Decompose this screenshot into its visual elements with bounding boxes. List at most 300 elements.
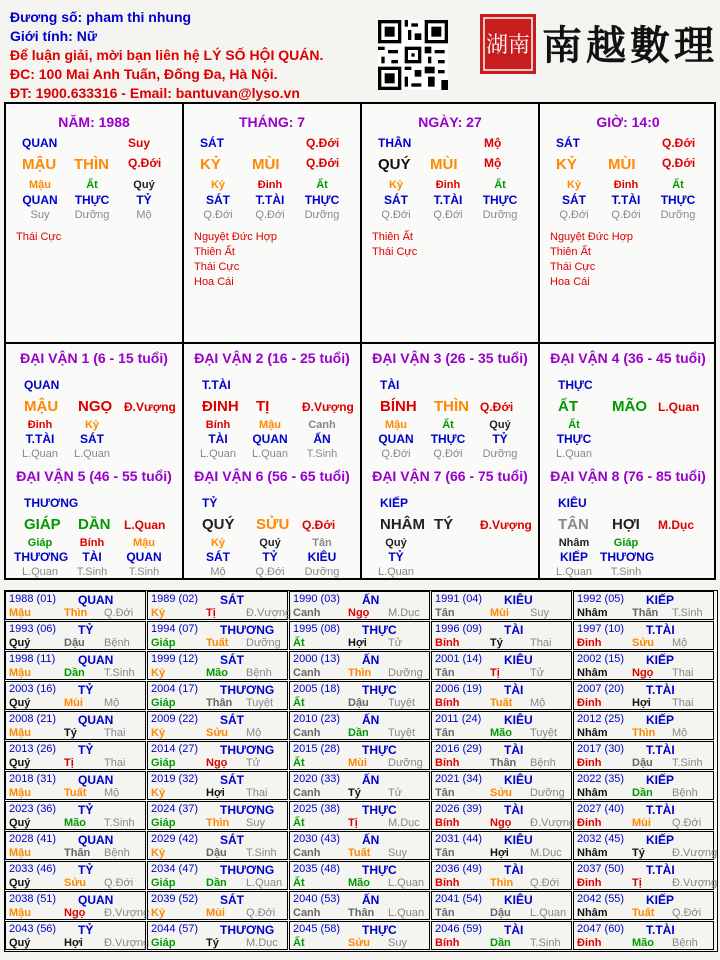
hidden-god: QUAN xyxy=(126,550,162,564)
hidden-god: THỰC xyxy=(430,432,466,446)
year-cell xyxy=(573,681,714,710)
dai-van-chi: SỬU xyxy=(256,516,290,533)
year-cell xyxy=(289,741,430,770)
dai-van-6 xyxy=(184,462,360,580)
hidden-god: SÁT xyxy=(562,193,586,207)
year-can: Quý xyxy=(9,937,31,949)
dai-van-title: ĐẠI VẬN 2 (16 - 25 tuổi) xyxy=(194,350,350,366)
year-can: Ất xyxy=(293,697,305,709)
dai-van-can: TÂN xyxy=(558,516,589,533)
year-chi: Sửu xyxy=(490,787,513,799)
year-can: Mậu xyxy=(9,667,31,679)
year-cell xyxy=(573,711,714,740)
year-god: ẤN xyxy=(362,893,380,907)
year-god: THỰC xyxy=(362,623,397,637)
star-item: Thái Cực xyxy=(372,246,418,258)
year-label: 2018 (31) xyxy=(9,773,57,785)
hidden-phase: L.Quan xyxy=(377,566,415,578)
year-can: Quý xyxy=(9,817,31,829)
year-cell xyxy=(431,861,572,890)
year-phase: Tử xyxy=(388,787,403,799)
year-can: Bính xyxy=(435,697,460,709)
year-cell xyxy=(573,831,718,860)
year-label: 2014 (27) xyxy=(151,743,199,755)
hidden-god: TỶ xyxy=(388,550,404,564)
year-god: KIẾP xyxy=(646,593,675,607)
hidden-stem: Ất xyxy=(494,179,506,191)
hidden-phase: Q.Đới xyxy=(381,448,411,460)
hidden-god: THỰC xyxy=(482,193,518,207)
year-can: Nhâm xyxy=(577,787,608,799)
year-can: Đinh xyxy=(577,937,602,949)
year-god: THỰC xyxy=(362,923,397,937)
dai-van-title: ĐẠI VẬN 1 (6 - 15 tuổi) xyxy=(20,350,168,366)
pillar-title: GIỜ: 14:0 xyxy=(596,114,660,130)
year-phase: L.Quan xyxy=(246,877,283,889)
hidden-phase: Suy xyxy=(30,209,50,221)
year-can: Giáp xyxy=(151,937,176,949)
year-cell xyxy=(289,861,430,890)
year-phase: Bệnh xyxy=(104,637,130,649)
dai-van-phase: Q.Đới xyxy=(302,518,336,532)
hidden-phase: Q.Đới xyxy=(611,209,641,221)
dai-van-title: ĐẠI VẬN 5 (46 - 55 tuổi) xyxy=(16,468,172,484)
year-cell xyxy=(147,681,288,710)
year-chi: Tuất xyxy=(632,907,655,919)
year-chi: Tị xyxy=(632,877,642,889)
year-label: 2032 (45) xyxy=(577,833,625,845)
year-god: KIẾP xyxy=(646,713,675,727)
year-god: TÀI xyxy=(504,683,524,697)
hidden-phase: Dưỡng xyxy=(660,209,696,221)
hidden-phase: Q.Đới xyxy=(255,209,285,221)
year-can: Quý xyxy=(9,757,31,769)
yearly-luck-table xyxy=(4,590,718,952)
year-chi: Dậu xyxy=(206,847,227,859)
year-chi: Sửu xyxy=(632,637,655,649)
dai-van-god: T.TÀI xyxy=(202,378,231,392)
pillar-4 xyxy=(540,104,716,342)
year-cell xyxy=(289,651,430,680)
year-label: 2000 (13) xyxy=(293,653,341,665)
hidden-god: T.TÀI xyxy=(433,193,463,207)
year-can: Tân xyxy=(435,907,455,919)
year-chi: Mùi xyxy=(348,757,367,769)
year-god: TỶ xyxy=(78,683,94,697)
contact-line: Để luận giải, mời bạn liên hệ LÝ SỐ HỘI QUÁN. xyxy=(10,47,324,63)
star-item: Hoa Cái xyxy=(194,276,234,288)
year-cell xyxy=(147,741,288,770)
hidden-phase: T.Sinh xyxy=(306,448,338,460)
year-god: SÁT xyxy=(220,713,244,727)
dai-van-god: KIẾP xyxy=(380,496,409,510)
year-can: Nhâm xyxy=(577,607,608,619)
year-label: 2036 (49) xyxy=(435,863,483,875)
year-label: 2035 (48) xyxy=(293,863,341,875)
year-phase: Tuyệt xyxy=(530,727,558,739)
hidden-phase: Dưỡng xyxy=(482,448,518,460)
year-chi: Tý xyxy=(206,937,219,949)
year-label: 1990 (03) xyxy=(293,593,341,605)
hidden-phase: L.Quan xyxy=(21,566,59,578)
year-label: 2029 (42) xyxy=(151,833,199,845)
dai-van-chi: MÃO xyxy=(612,398,647,415)
year-chi: Thân xyxy=(490,757,517,769)
hidden-god: QUAN xyxy=(22,193,58,207)
dai-van-can: NHÂM xyxy=(380,516,425,533)
hidden-phase: Q.Đới xyxy=(559,209,589,221)
phone-email-line: ĐT: 1900.633316 - Email: bantuvan@lyso.vn xyxy=(10,85,300,101)
dai-van-phase: Đ.Vượng xyxy=(480,518,532,532)
year-chi: Dậu xyxy=(490,907,511,919)
year-chi: Tý xyxy=(348,787,361,799)
year-can: Giáp xyxy=(151,757,176,769)
year-chi: Mùi xyxy=(490,607,509,619)
pillar-top-phase: Suy xyxy=(128,136,151,150)
hidden-god: TỶ xyxy=(136,193,152,207)
year-label: 2006 (19) xyxy=(435,683,483,695)
pillar-stars xyxy=(372,230,417,260)
dai-van-8 xyxy=(540,462,716,580)
year-phase: Mộ xyxy=(672,727,688,739)
year-cell xyxy=(431,621,572,650)
year-god: QUAN xyxy=(78,713,114,727)
year-god: SÁT xyxy=(220,653,244,667)
hidden-stem: Nhâm xyxy=(558,537,590,549)
year-label: 2031 (44) xyxy=(435,833,483,845)
seal-icon xyxy=(478,12,538,76)
year-can: Đinh xyxy=(577,757,602,769)
year-chi: Mão xyxy=(206,667,228,679)
hidden-phase: T.Sinh xyxy=(76,566,108,578)
hidden-god: SÁT xyxy=(206,193,230,207)
year-god: KIÊU xyxy=(504,653,533,667)
year-cell xyxy=(431,801,576,830)
year-cell xyxy=(5,741,146,770)
year-phase: L.Quan xyxy=(530,907,567,919)
year-chi: Thìn xyxy=(348,667,372,679)
star-item: Thiên Ất xyxy=(194,246,235,258)
year-phase: Q.Đới xyxy=(530,877,560,889)
year-can: Mậu xyxy=(9,907,31,919)
year-phase: Mộ xyxy=(530,697,546,709)
year-god: THƯƠNG xyxy=(220,923,275,937)
year-phase: Đ.Vượng xyxy=(104,937,150,949)
pillar-top-god: QUAN xyxy=(22,136,58,150)
hidden-phase: Q.Đới xyxy=(203,209,233,221)
year-god: T.TÀI xyxy=(646,683,675,697)
dai-van-1 xyxy=(6,344,182,462)
hidden-god: QUAN xyxy=(378,432,414,446)
subject-name: Đương số: pham thi nhung xyxy=(10,9,192,25)
star-item: Nguyệt Đức Hợp xyxy=(550,231,634,243)
hidden-god: SÁT xyxy=(80,432,104,446)
hidden-stem: Tân xyxy=(312,537,332,549)
year-cell xyxy=(289,771,430,800)
year-cell xyxy=(289,681,430,710)
year-cell xyxy=(573,591,714,620)
year-can: Đinh xyxy=(577,637,602,649)
star-item: Thái Cực xyxy=(550,261,596,273)
header-info xyxy=(10,8,370,103)
year-can: Quý xyxy=(9,877,31,889)
year-label: 2001 (14) xyxy=(435,653,483,665)
year-label: 2015 (28) xyxy=(293,743,341,755)
year-cell xyxy=(289,891,430,920)
year-phase: Tử xyxy=(530,667,545,679)
year-can: Kỷ xyxy=(151,787,166,799)
hidden-phase: Dưỡng xyxy=(74,209,110,221)
year-label: 2013 (26) xyxy=(9,743,57,755)
year-cell xyxy=(431,591,572,620)
year-god: THƯƠNG xyxy=(220,743,275,757)
hidden-god: T.TÀI xyxy=(255,193,285,207)
year-god: KIÊU xyxy=(504,593,533,607)
year-cell xyxy=(147,861,288,890)
year-label: 1989 (02) xyxy=(151,593,199,605)
hidden-stem: Ất xyxy=(86,179,98,191)
year-can: Đinh xyxy=(577,697,602,709)
year-label: 2012 (25) xyxy=(577,713,625,725)
dai-van-can: GIÁP xyxy=(24,516,61,533)
year-god: KIẾP xyxy=(646,833,675,847)
year-god: THỰC xyxy=(362,683,397,697)
year-chi: Dần xyxy=(632,787,653,799)
year-can: Đinh xyxy=(577,817,602,829)
year-cell xyxy=(431,831,572,860)
star-item: Hoa Cái xyxy=(550,276,590,288)
year-god: TỶ xyxy=(78,923,94,937)
year-chi: Mùi xyxy=(206,907,225,919)
hidden-phase: L.Quan xyxy=(73,448,111,460)
year-phase: Q.Đới xyxy=(246,907,276,919)
year-chi: Tý xyxy=(632,847,645,859)
year-phase: T.Sinh xyxy=(530,937,561,949)
year-cell xyxy=(289,591,430,620)
year-label: 2034 (47) xyxy=(151,863,199,875)
hidden-stem: Quý xyxy=(489,419,511,431)
dai-van-god: THƯƠNG xyxy=(24,496,79,510)
year-chi: Sửu xyxy=(348,937,371,949)
dai-van-phase: Đ.Vượng xyxy=(302,400,354,414)
year-cell xyxy=(147,621,288,650)
year-label: 2027 (40) xyxy=(577,803,625,815)
year-god: TỶ xyxy=(78,743,94,757)
hidden-god: THƯƠNG xyxy=(14,550,69,564)
year-god: ẤN xyxy=(362,833,380,847)
year-label: 2045 (58) xyxy=(293,923,341,935)
year-god: KIÊU xyxy=(504,713,533,727)
year-chi: Tuất xyxy=(64,787,87,799)
year-phase: T.Sinh xyxy=(672,607,703,619)
year-god: THỰC xyxy=(362,743,397,757)
pillar-3 xyxy=(362,104,538,342)
year-label: 2019 (32) xyxy=(151,773,199,785)
year-label: 1993 (06) xyxy=(9,623,57,635)
pillar-can: MẬU xyxy=(22,156,57,173)
year-can: Tân xyxy=(435,607,455,619)
hidden-phase: L.Quan xyxy=(555,566,593,578)
year-label: 2008 (21) xyxy=(9,713,57,725)
year-can: Bính xyxy=(435,877,460,889)
year-phase: Suy xyxy=(246,817,265,829)
year-phase: Mộ xyxy=(672,637,688,649)
hidden-phase: L.Quan xyxy=(251,448,289,460)
hidden-stem: Mậu xyxy=(385,419,407,431)
year-god: SÁT xyxy=(220,773,244,787)
year-can: Giáp xyxy=(151,637,176,649)
dai-van-title: ĐẠI VẬN 7 (66 - 75 tuổi) xyxy=(372,468,528,484)
hidden-stem: Ất xyxy=(316,179,328,191)
year-can: Kỷ xyxy=(151,907,166,919)
year-god: KIẾP xyxy=(646,773,675,787)
hidden-god: KIẾP xyxy=(559,550,588,564)
year-can: Kỷ xyxy=(151,727,166,739)
pillar-chi: MÙI xyxy=(430,156,458,173)
year-phase: Dưỡng xyxy=(530,787,565,799)
pillar-chi: MÙI xyxy=(608,156,636,173)
year-god: TÀI xyxy=(504,863,524,877)
hidden-phase: Mộ xyxy=(210,566,226,578)
year-cell xyxy=(5,921,150,950)
year-phase: T.Sinh xyxy=(246,847,277,859)
pillar-top-god: THÂN xyxy=(378,136,412,150)
hidden-stem: Kỷ xyxy=(84,419,100,431)
year-god: ẤN xyxy=(362,773,380,787)
hidden-god: KIÊU xyxy=(307,550,337,564)
year-chi: Hợi xyxy=(206,787,225,799)
year-chi: Tuất xyxy=(206,637,229,649)
year-can: Tân xyxy=(435,727,455,739)
year-phase: Q.Đới xyxy=(672,907,702,919)
year-god: TÀI xyxy=(504,743,524,757)
hidden-god: TÀI xyxy=(208,432,228,446)
hidden-god: THƯƠNG xyxy=(600,550,655,564)
year-god: THƯƠNG xyxy=(220,623,275,637)
logo-text: 南越數理 xyxy=(542,22,718,69)
year-chi: Thân xyxy=(64,847,91,859)
year-cell xyxy=(573,861,718,890)
year-cell xyxy=(147,711,288,740)
year-chi: Dậu xyxy=(64,637,85,649)
year-cell xyxy=(431,741,572,770)
hidden-stem: Đinh xyxy=(257,179,283,191)
year-phase: Thai xyxy=(530,637,552,649)
dai-van-phase: L.Quan xyxy=(124,518,166,532)
year-god: THƯƠNG xyxy=(220,863,275,877)
year-can: Nhâm xyxy=(577,847,608,859)
year-phase: Bệnh xyxy=(530,757,556,769)
address-line: ĐC: 100 Mai Anh Tuấn, Đống Đa, Hà Nội. xyxy=(10,66,278,82)
dai-van-can: QUÝ xyxy=(202,516,235,533)
year-phase: Tuyệt xyxy=(388,697,416,709)
year-chi: Dần xyxy=(348,727,369,739)
hidden-stem: Đinh xyxy=(27,419,53,431)
year-cell xyxy=(5,621,146,650)
year-label: 2042 (55) xyxy=(577,893,625,905)
dai-van-chi: NGỌ xyxy=(78,398,113,415)
year-phase: L.Quan xyxy=(388,877,425,889)
year-god: SÁT xyxy=(220,833,244,847)
year-label: 2016 (29) xyxy=(435,743,483,755)
year-can: Quý xyxy=(9,637,31,649)
hidden-stem: Bính xyxy=(79,537,105,549)
year-chi: Dần xyxy=(206,877,227,889)
pillar-chi-god: Mộ xyxy=(484,156,502,170)
year-god: KIÊU xyxy=(504,893,533,907)
year-god: ẤN xyxy=(362,593,380,607)
year-can: Ất xyxy=(293,877,305,889)
dai-van-phase: L.Quan xyxy=(658,400,700,414)
year-label: 1994 (07) xyxy=(151,623,199,635)
hidden-phase: L.Quan xyxy=(21,448,59,460)
year-can: Nhâm xyxy=(577,667,608,679)
year-chi: Thân xyxy=(206,697,233,709)
year-god: THỰC xyxy=(362,863,397,877)
pillar-can: KỶ xyxy=(556,156,577,173)
year-phase: Thai xyxy=(672,667,694,679)
year-label: 1998 (11) xyxy=(9,653,56,665)
year-can: Bính xyxy=(435,637,460,649)
year-phase: M.Dục xyxy=(388,607,420,619)
year-god: ẤN xyxy=(362,713,380,727)
year-cell xyxy=(5,891,150,920)
year-chi: Mão xyxy=(632,937,654,949)
pillar-stars xyxy=(550,230,633,290)
year-can: Mậu xyxy=(9,607,31,619)
year-chi: Sửu xyxy=(64,877,87,889)
year-can: Nhâm xyxy=(577,907,608,919)
hidden-phase: Dưỡng xyxy=(482,209,518,221)
hidden-stem: Mậu xyxy=(133,537,155,549)
year-cell xyxy=(573,801,714,830)
year-phase: Đ.Vượng xyxy=(672,847,718,859)
year-label: 2038 (51) xyxy=(9,893,57,905)
year-can: Ất xyxy=(293,817,305,829)
year-god: T.TÀI xyxy=(646,803,675,817)
pillar-top-phase: Mộ xyxy=(484,136,502,150)
star-item: Thiên Ất xyxy=(372,231,413,243)
year-chi: Hợi xyxy=(490,847,509,859)
hidden-god: THỰC xyxy=(660,193,696,207)
dai-van-god: THỰC xyxy=(558,378,593,392)
hidden-god: THỰC xyxy=(74,193,110,207)
year-can: Bính xyxy=(435,757,460,769)
year-label: 2022 (35) xyxy=(577,773,625,785)
year-cell xyxy=(147,891,288,920)
year-label: 2003 (16) xyxy=(9,683,57,695)
year-chi: Dần xyxy=(64,667,85,679)
year-god: ẤN xyxy=(362,653,380,667)
hidden-stem: Mậu xyxy=(259,419,281,431)
year-cell xyxy=(5,681,146,710)
year-god: T.TÀI xyxy=(646,743,675,757)
year-cell xyxy=(5,651,146,680)
hidden-phase: Q.Đới xyxy=(381,209,411,221)
year-label: 1996 (09) xyxy=(435,623,483,635)
year-god: TÀI xyxy=(504,803,524,817)
hidden-stem: Ất xyxy=(442,419,454,431)
year-god: THƯƠNG xyxy=(220,803,275,817)
year-chi: Dậu xyxy=(632,757,653,769)
dai-van-god: KIÊU xyxy=(558,496,587,510)
year-can: Canh xyxy=(293,607,321,619)
year-can: Kỷ xyxy=(151,667,166,679)
year-phase: Thai xyxy=(104,757,126,769)
year-phase: Suy xyxy=(530,607,549,619)
hidden-phase: T.Sinh xyxy=(610,566,642,578)
year-phase: Dưỡng xyxy=(388,667,423,679)
